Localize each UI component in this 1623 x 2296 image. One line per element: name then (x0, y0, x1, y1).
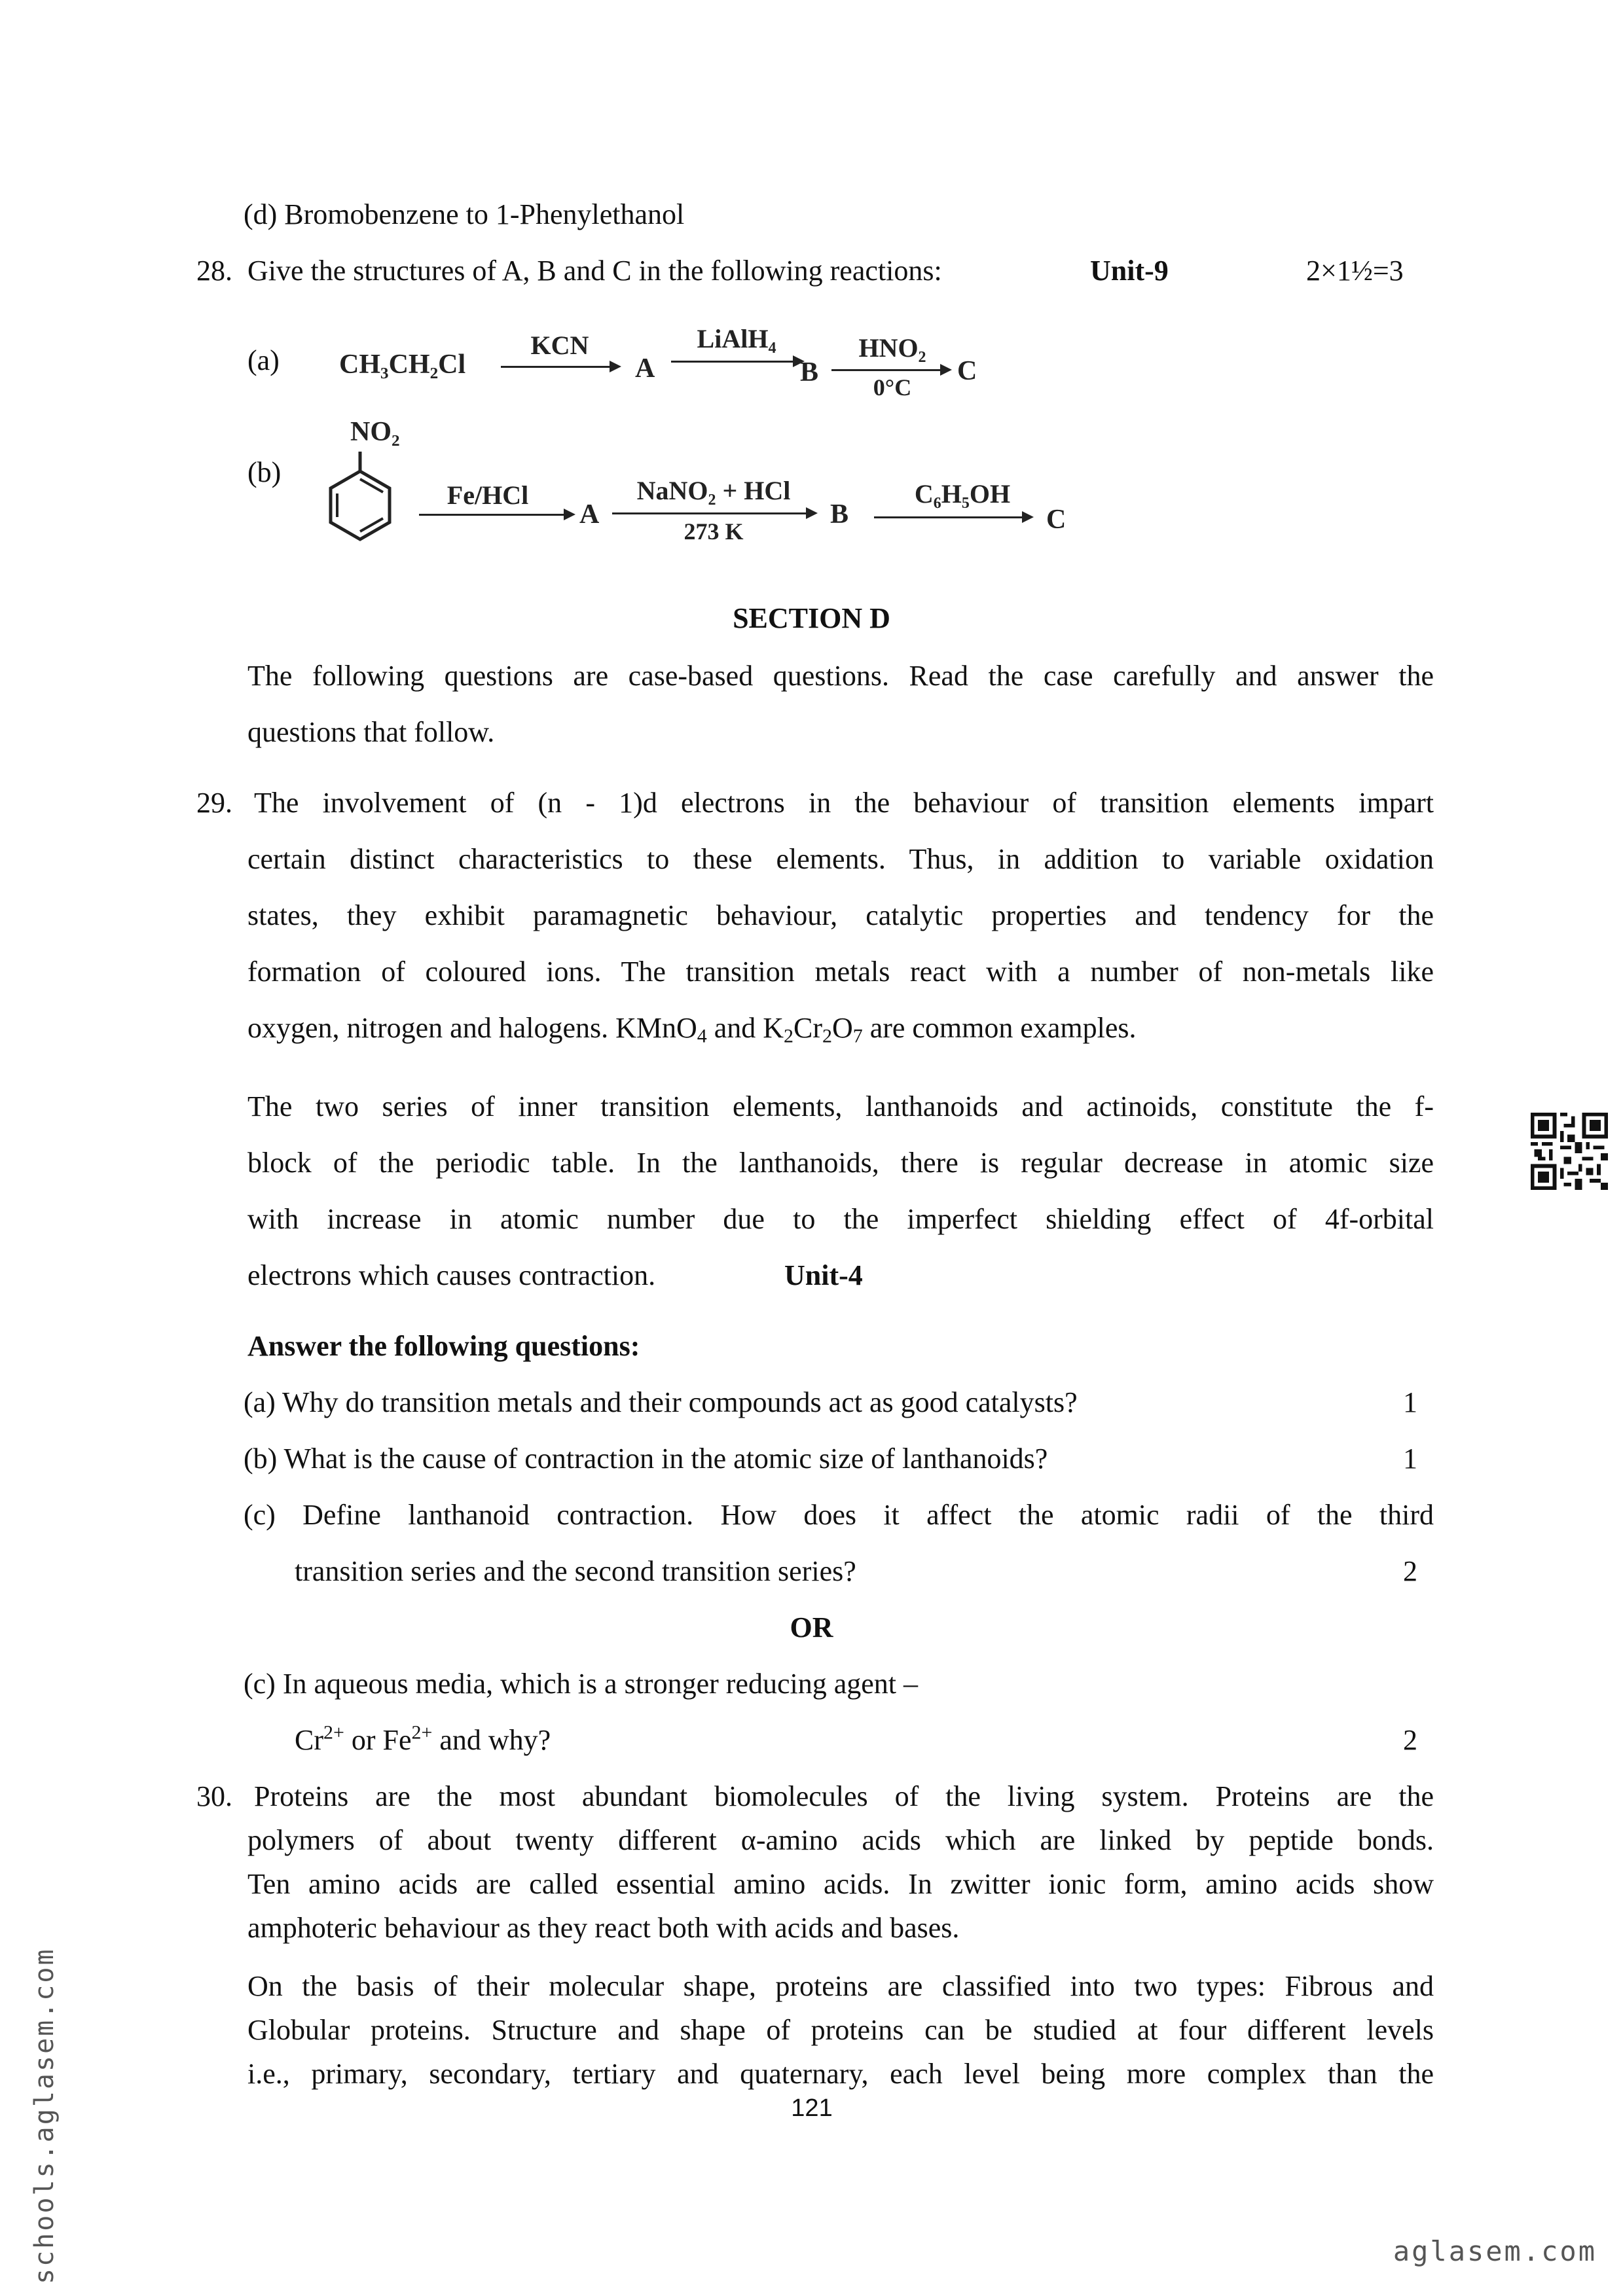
reaction-b-product2: B (830, 499, 849, 529)
q30-para1-line: polymers of about twenty different α-amino acids which are linked by peptide bonds. (247, 1824, 1434, 1856)
q28-marks: 2×1½=3 (1306, 255, 1404, 287)
q29-question-c-line1: (c) Define lanthanoid contraction. How does it affect the atomic radii of the third (244, 1499, 1434, 1531)
q29-unit: Unit-4 (784, 1259, 863, 1291)
reaction-b-product3: C (1046, 505, 1067, 535)
qr-code-icon (1531, 1113, 1608, 1190)
q30-para2-line: On the basis of their molecular shape, proteins are classified into two types: Fibrous and (247, 1970, 1434, 2002)
q30-para2-line: Globular proteins. Structure and shape of proteins can be studied at four different levels (247, 2014, 1434, 2046)
reaction-b-condition2: 273 K (684, 518, 744, 545)
reaction-b-reagent1: Fe/HCl (447, 480, 529, 510)
reaction-a-label: (a) (247, 344, 280, 376)
q29-question-c-alt-marks: 2 (1403, 1724, 1417, 1756)
q29-question-b-marks: 1 (1403, 1443, 1417, 1475)
q28-text: Give the structures of A, B and C in the following reactions: (247, 255, 942, 287)
q29-question-c-marks: 2 (1403, 1555, 1417, 1587)
q30-number: 30. (196, 1780, 232, 1812)
q28-unit: Unit-9 (1090, 255, 1169, 287)
q29-para1-line: formation of coloured ions. The transition metals react with a number of non-metals like (247, 956, 1434, 988)
side-watermark: schools.aglasem.com (29, 1947, 60, 2284)
benzene-ring-icon (321, 452, 399, 543)
q29-para1-line: certain distinct characteristics to these elements. Thus, in addition to variable oxidation (247, 843, 1434, 875)
or-divider: OR (790, 1611, 833, 1643)
reaction-a-reagent1: KCN (530, 331, 589, 360)
reaction-b-arrow3 (874, 516, 1031, 518)
q29-question-c-alt-line1: (c) In aqueous media, which is a stronger reducing agent – (244, 1668, 918, 1700)
reaction-b-label: (b) (247, 456, 282, 488)
section-d-intro-line2: questions that follow. (247, 716, 495, 748)
reaction-a-product3: C (957, 356, 977, 386)
q29-question-c-line2: transition series and the second transition series? (295, 1555, 856, 1587)
q29-number: 29. (196, 787, 232, 819)
reaction-b-reagent3: C₆H₅OH (914, 479, 1011, 509)
reaction-b-substituent: NO₂ (350, 417, 400, 447)
reaction-a-condition3: 0°C (873, 374, 912, 401)
reaction-a-arrow3 (831, 369, 949, 371)
q29-para2-line: The two series of inner transition elements, lanthanoids and actinoids, constitute the f- (247, 1090, 1434, 1122)
q28-number: 28. (196, 255, 232, 287)
section-d-heading: SECTION D (733, 602, 890, 634)
reaction-a-arrow1 (501, 366, 619, 368)
reaction-a-reagent3: HNO₂ (858, 333, 926, 363)
q29-question-a: (a) Why do transition metals and their compounds act as good catalysts? (244, 1386, 1078, 1418)
section-d-intro-line1: The following questions are case-based questions. Read the case carefully and answer the (247, 660, 1434, 692)
q30-para1-line: Ten amino acids are called essential amino acids. In zwitter ionic form, amino acids show (247, 1868, 1434, 1900)
q30-para1-last-line: amphoteric behaviour as they react both with acids and bases. (247, 1912, 960, 1944)
q29-para1-line: The involvement of (n - 1)d electrons in the behaviour of transition elements impart (254, 787, 1434, 819)
bottom-watermark: aglasem.com (1393, 2235, 1597, 2267)
q29-question-c-alt-line2: $Cr^{2+}$ or $Fe^{2+}$ and why? (295, 1721, 551, 1756)
q29-para1-last-line: oxygen, nitrogen and halogens. KMnO$_4$ and $K_2Cr_2O_7$ are common examples. (247, 1012, 1137, 1047)
reaction-b-reagent2: NaNO₂ + HCl (636, 476, 791, 505)
reaction-b-arrow1 (419, 514, 573, 516)
q29-answer-heading: Answer the following questions: (247, 1330, 640, 1362)
q30-para2-line: i.e., primary, secondary, tertiary and quaternary, each level being more complex than the (247, 2058, 1434, 2090)
reaction-a-reagent2: LiAlH₄ (697, 324, 776, 353)
page-number: 121 (791, 2094, 833, 2122)
q29-question-b: (b) What is the cause of contraction in the atomic size of lanthanoids? (244, 1443, 1048, 1475)
q30-para1-line: Proteins are the most abundant biomolecules of the living system. Proteins are the (254, 1780, 1434, 1812)
reaction-a-reactant: CH₃CH₂Cl (339, 350, 466, 380)
q29-para2-line: with increase in atomic number due to the imperfect shielding effect of 4f-orbital (247, 1203, 1434, 1235)
reaction-b-product1: A (579, 499, 600, 529)
q29-question-a-marks: 1 (1403, 1386, 1417, 1418)
reaction-a-arrow2 (671, 361, 802, 363)
q29-para2-line: block of the periodic table. In the lanthanoids, there is regular decrease in atomic size (247, 1147, 1434, 1179)
reaction-a-product1: A (635, 353, 655, 384)
q29-para2-last-line: electrons which causes contraction. (247, 1259, 656, 1291)
q27-item-d: (d) Bromobenzene to 1-Phenylethanol (244, 198, 685, 230)
reaction-b-arrow2 (612, 512, 815, 514)
reaction-a-product2: B (800, 357, 819, 387)
q29-para1-line: states, they exhibit paramagnetic behaviour, catalytic properties and tendency for the (247, 899, 1434, 931)
